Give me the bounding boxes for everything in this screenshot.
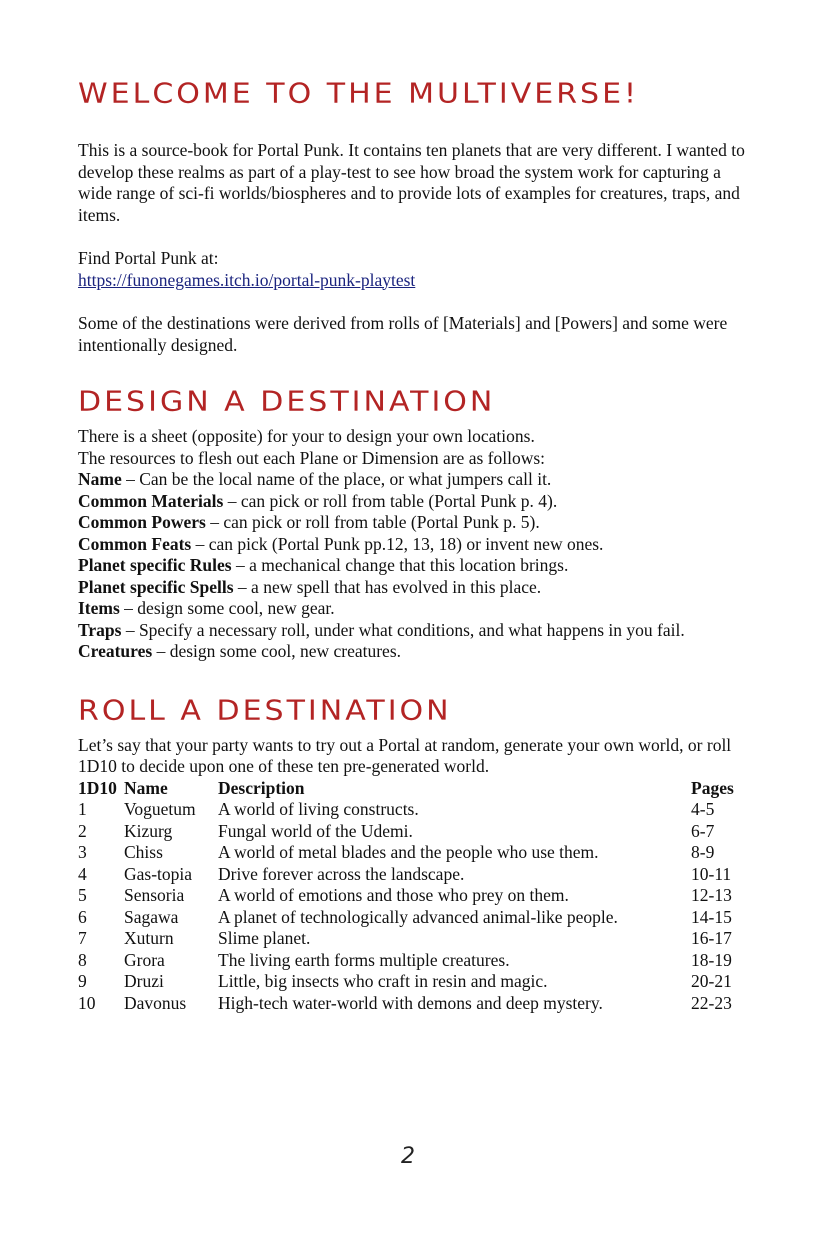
table-row (78, 993, 748, 1015)
table-header-row (78, 778, 748, 800)
find-label: Find Portal Punk at: (78, 248, 219, 268)
world-description: A world of metal blades and the people who use them. (218, 842, 599, 862)
design-resource-term: Planet specific Spells (78, 576, 234, 597)
world-description: The living earth forms multiple creatures. (218, 949, 510, 970)
world-description: A planet of technologically advanced animal-like people. (218, 906, 618, 927)
roll-number: 2 (78, 820, 87, 841)
roll-number: 7 (78, 928, 87, 948)
roll-number: 9 (78, 971, 87, 991)
page-content (78, 70, 748, 1014)
design-resource-item (78, 577, 748, 599)
table-row (78, 950, 748, 972)
world-name: Sagawa (124, 906, 179, 927)
design-resource-item (78, 620, 748, 642)
design-resource-term: Items (78, 598, 120, 618)
intro-paragraph: This is a source-book for Portal Punk. It contains ten planets that are very different. I wanted to develop these realms as part of a play-test to see how broad the system work for capturing a wide range of sci-fi worlds/biospheres and to provide lots of examples for creatures, traps, and items. (78, 140, 745, 225)
destination-table (78, 778, 748, 1015)
page-range: 10-11 (691, 863, 732, 884)
design-resource-text: – Specify a necessary roll, under what conditions, and what happens in you fail. (121, 619, 685, 640)
design-resource-term: Common Feats (78, 533, 192, 554)
design-line-1: There is a sheet (opposite) for your to design your own locations. (78, 426, 535, 446)
table-row (78, 971, 748, 993)
world-description: Little, big insects who craft in resin and magic. (218, 971, 548, 991)
welcome-heading: WELCOME TO THE MULTIVERSE! (78, 77, 640, 110)
column-header-description: Description (218, 777, 305, 798)
world-description: Drive forever across the landscape. (218, 863, 465, 884)
world-name: Davonus (124, 992, 187, 1013)
table-row (78, 928, 748, 950)
design-resource-item (78, 491, 748, 513)
design-resource-text: – a mechanical change that this location brings. (231, 555, 569, 575)
design-resource-text: – can pick or roll from table (Portal Punk p. 4). (223, 490, 558, 511)
table-row (78, 885, 748, 907)
roll-heading: ROLL A DESTINATION (78, 694, 452, 727)
column-header-pages: Pages (691, 777, 734, 798)
design-resource-term: Planet specific Rules (78, 555, 232, 575)
world-name: Druzi (124, 971, 164, 991)
link-line (78, 270, 748, 292)
page-range: 22-23 (691, 992, 732, 1013)
page-range: 6-7 (691, 820, 715, 841)
world-name: Chiss (124, 842, 163, 862)
page-range: 20-21 (691, 971, 732, 991)
design-resource-term: Name (78, 469, 122, 489)
design-resource-item (78, 641, 748, 663)
design-resource-term: Traps (78, 619, 122, 640)
table-row (78, 799, 748, 821)
roll-number: 3 (78, 842, 87, 862)
table-row (78, 864, 748, 886)
page-range: 8-9 (691, 842, 715, 862)
roll-number: 6 (78, 906, 87, 927)
roll-number: 1 (78, 799, 87, 819)
column-header-name: Name (124, 777, 168, 798)
page-number: 2 (401, 1144, 415, 1169)
table-row (78, 907, 748, 929)
world-description: Fungal world of the Udemi. (218, 820, 413, 841)
roll-number: 10 (78, 992, 96, 1013)
world-name: Sensoria (124, 885, 185, 905)
design-heading: DESIGN A DESTINATION (78, 385, 496, 418)
design-resource-text: – can pick or roll from table (Portal Punk p. 5). (205, 512, 540, 532)
table-row (78, 842, 748, 864)
world-description: High-tech water-world with demons and deep mystery. (218, 992, 603, 1013)
design-resource-item (78, 598, 748, 620)
design-resource-item (78, 512, 748, 534)
page-range: 16-17 (691, 928, 732, 948)
roll-paragraph: Let’s say that your party wants to try out a Portal at random, generate your own world, or roll 1D10 to decide upon one of these ten pre-generated world. (78, 734, 732, 776)
column-header-die: 1D10 (78, 777, 117, 798)
design-resource-text: – Can be the local name of the place, or what jumpers call it. (121, 469, 552, 489)
page-range: 12-13 (691, 885, 732, 905)
design-resource-item (78, 534, 748, 556)
world-name: Voguetum (124, 799, 196, 819)
roll-number: 5 (78, 885, 87, 905)
world-name: Grora (124, 949, 165, 970)
design-resource-item (78, 469, 748, 491)
design-resource-item (78, 555, 748, 577)
roll-number: 8 (78, 949, 87, 970)
design-resource-list (78, 469, 748, 663)
world-description: A world of living constructs. (218, 799, 419, 819)
table-row (78, 821, 748, 843)
design-resource-term: Creatures (78, 641, 153, 661)
world-description: A world of emotions and those who prey on them. (218, 885, 569, 905)
page-range: 18-19 (691, 949, 732, 970)
design-resource-text: – can pick (Portal Punk pp.12, 13, 18) or invent new ones. (191, 533, 604, 554)
design-resource-term: Common Materials (78, 490, 224, 511)
roll-number: 4 (78, 863, 87, 884)
design-resource-text: – design some cool, new creatures. (152, 641, 402, 661)
design-resource-term: Common Powers (78, 512, 206, 532)
world-description: Slime planet. (218, 928, 311, 948)
page-range: 4-5 (691, 799, 715, 819)
world-name: Kizurg (124, 820, 173, 841)
destinations-note: Some of the destinations were derived from rolls of [Materials] and [Powers] and some were intentionally designed. (78, 313, 728, 355)
page-range: 14-15 (691, 906, 732, 927)
design-line-2: The resources to flesh out each Plane or Dimension are as follows: (78, 447, 546, 468)
design-resource-text: – design some cool, new gear. (119, 598, 335, 618)
world-name: Xuturn (124, 928, 174, 948)
design-resource-text: – a new spell that has evolved in this place. (233, 576, 542, 597)
world-name: Gas-topia (124, 863, 193, 884)
portal-punk-link[interactable]: https://funonegames.itch.io/portal-punk-playtest (78, 269, 416, 290)
